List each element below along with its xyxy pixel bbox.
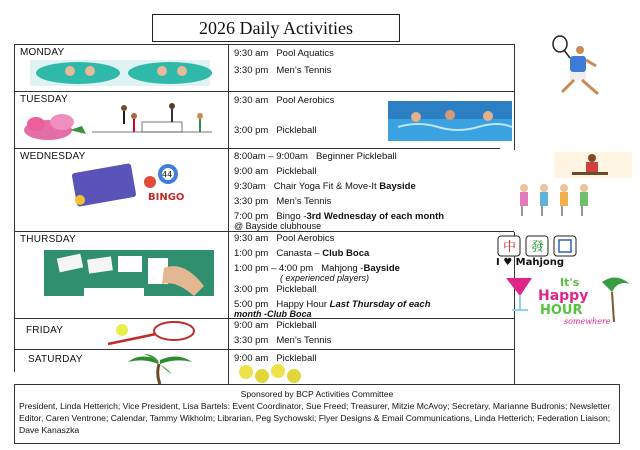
happy-hour-hour: HOUR bbox=[540, 303, 583, 318]
day-label-tuesday: TUESDAY bbox=[20, 94, 68, 105]
mahjong-tile-red: 中 bbox=[503, 240, 517, 255]
row-divider bbox=[14, 349, 514, 350]
activity-text: Pickleball bbox=[276, 125, 317, 136]
pickleball-paddle-image bbox=[100, 320, 198, 346]
activity-item bbox=[234, 353, 316, 364]
activity-text: Men’s Tennis bbox=[276, 196, 332, 207]
activity-time: 3:30 pm bbox=[234, 335, 269, 346]
pool-aerobics-photo bbox=[388, 101, 512, 141]
activity-time: 3:30 pm bbox=[234, 65, 269, 76]
pickleball-players-image bbox=[22, 100, 218, 142]
activity-time: 9:00 am bbox=[234, 353, 269, 364]
activity-item bbox=[234, 320, 316, 331]
row-divider bbox=[14, 148, 500, 149]
row-divider bbox=[14, 91, 514, 92]
activity-time: 9:30 am bbox=[234, 48, 269, 59]
mahjong-tiles-image bbox=[496, 234, 582, 258]
activity-time: 9:30 am bbox=[234, 233, 269, 244]
activity-item bbox=[234, 335, 331, 346]
happy-hour-somewhere: somewhere bbox=[564, 317, 611, 326]
committee-list: President, Linda Hetterich; Vice President, Lisa Bartels: Event Coordinator, Sue Freed; Treasurer, Mitzie McAvoy; Secretary, Marianne Budronis; Newsletter Editor, Caren Ventrone; Calendar, Tammy Wikholm; Librarian, Peg Sychowski; Flyer Designs & Email Communications, Linda Hetterich; Federation Liaison; Dave Kanaszka bbox=[19, 401, 611, 435]
activity-text: Pickleball bbox=[276, 166, 317, 177]
palm-tree-image bbox=[126, 352, 196, 384]
day-label-thursday: THURSDAY bbox=[20, 234, 76, 245]
table-divider bbox=[228, 44, 229, 384]
activity-text: Beginner Pickleball bbox=[315, 151, 397, 162]
happy-hour-its: It's bbox=[560, 276, 580, 289]
day-label-friday: FRIDAY bbox=[26, 325, 64, 336]
activity-item bbox=[234, 151, 397, 162]
activity-text: Pool Aerobics bbox=[276, 95, 335, 106]
activity-text: Pool Aerobics bbox=[276, 233, 335, 244]
activity-item bbox=[234, 284, 316, 295]
activity-time: 3:00 pm bbox=[234, 284, 269, 295]
bingo-label: BINGO bbox=[148, 192, 185, 203]
bingo-image bbox=[60, 160, 185, 210]
activity-time: 7:00 pm bbox=[234, 211, 269, 222]
table-right-border bbox=[514, 44, 515, 150]
activity-location: Bayside bbox=[363, 263, 400, 274]
activity-text: Pickleball bbox=[276, 320, 317, 331]
footer-heading: Sponsored by BCP Activities Committee bbox=[240, 389, 394, 399]
mahjong-tile-green: 發 bbox=[531, 240, 545, 255]
activity-item bbox=[234, 196, 331, 207]
activity-time: 1:00 pm – 4:00 pm bbox=[234, 263, 314, 274]
activity-time: 9:00 am bbox=[234, 166, 269, 177]
activity-time: 8:00am – 9:00am bbox=[234, 151, 308, 162]
activity-note: Last Thursday of each bbox=[329, 299, 431, 310]
activity-time: 9:30am bbox=[234, 181, 266, 192]
activity-text: Happy Hour bbox=[276, 299, 328, 310]
activity-note: 3rd Wednesday of each month bbox=[306, 211, 445, 222]
pool-aquatics-image bbox=[30, 60, 210, 86]
activity-text: Chair Yoga Fit & Move-It bbox=[273, 181, 377, 192]
bingo-ball-number: 44 bbox=[162, 170, 173, 179]
activity-item bbox=[234, 166, 316, 177]
activity-item bbox=[234, 248, 369, 259]
activity-time: 3:30 pm bbox=[234, 196, 269, 207]
day-label-wednesday: WEDNESDAY bbox=[20, 151, 86, 162]
canasta-cards-image bbox=[44, 250, 214, 306]
sponsor-footer bbox=[14, 384, 620, 444]
table-top-border bbox=[14, 44, 514, 45]
page-title: 2026 Daily Activities bbox=[152, 14, 400, 42]
activity-item bbox=[234, 181, 416, 192]
activity-text: Men’s Tennis bbox=[276, 335, 332, 346]
activity-text: Pickleball bbox=[276, 353, 317, 364]
chair-yoga-image bbox=[516, 152, 632, 226]
activity-time: 9:00 am bbox=[234, 320, 269, 331]
activity-text: Pool Aquatics bbox=[276, 48, 334, 59]
activity-text: Pickleball bbox=[276, 284, 317, 295]
table-left-border bbox=[14, 44, 15, 372]
activity-item bbox=[234, 95, 334, 106]
activity-location: Club Boca bbox=[322, 248, 370, 259]
day-label-saturday: SATURDAY bbox=[28, 354, 83, 365]
activity-time: 5:00 pm bbox=[234, 299, 269, 310]
activity-text: Canasta – bbox=[276, 248, 320, 259]
tennis-player-image bbox=[540, 36, 616, 98]
activity-item bbox=[234, 65, 331, 76]
activity-time: 3:00 pm bbox=[234, 125, 269, 136]
day-label-monday: MONDAY bbox=[20, 47, 65, 58]
activity-item bbox=[234, 48, 334, 59]
activity-note-line: @ Bayside clubhouse bbox=[234, 221, 322, 231]
activity-time: 1:00 pm bbox=[234, 248, 269, 259]
pickleball-balls-image bbox=[236, 364, 306, 384]
activity-text: Bingo - bbox=[276, 211, 307, 222]
activity-text: Men’s Tennis bbox=[276, 65, 332, 76]
activity-time: 9:30 am bbox=[234, 95, 269, 106]
happy-hour-image bbox=[498, 272, 632, 326]
activity-item bbox=[234, 125, 316, 136]
row-divider bbox=[14, 231, 514, 232]
mahjong-label: I ♥ Mahjong bbox=[496, 257, 565, 268]
activity-note-line: month -Club Boca bbox=[234, 309, 312, 319]
activity-note-line: ( experienced players) bbox=[280, 273, 370, 283]
activity-item bbox=[234, 233, 334, 244]
activity-text: Mahjong - bbox=[321, 263, 364, 274]
activity-location: Bayside bbox=[379, 181, 416, 192]
happy-hour-happy: Happy bbox=[538, 288, 589, 304]
